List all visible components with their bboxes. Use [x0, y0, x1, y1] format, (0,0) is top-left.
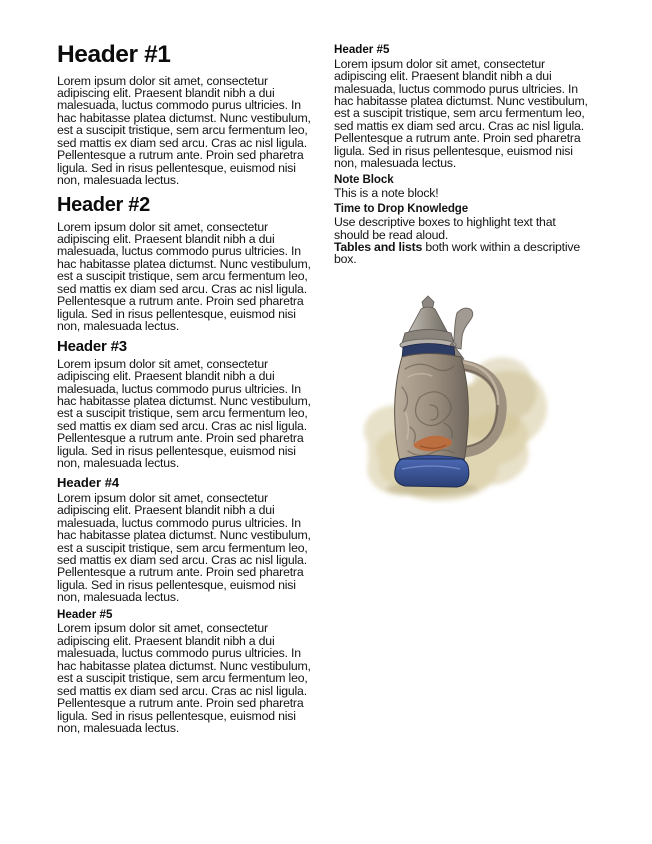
stein-thumblift	[453, 308, 473, 349]
note-block-label: Note Block	[334, 172, 394, 186]
knowledge-text: Use descriptive boxes to highlight text that should be read aloud.	[334, 215, 556, 242]
section-header-4: Header #4	[57, 474, 120, 490]
section-header-3: Header #3	[57, 337, 127, 355]
body-paragraph-3: Lorem ipsum dolor sit amet, consectetur adipiscing elit. Praesent blandit nibh a dui malesuada, luctus commodo purus ultricies. In hac habitasse platea dictumst. Nunc vestibulum, est a suscipit tristique, sem arcu fermentum leo, sed mattis ex diam sed arcu. Cras ac nisl ligula. Pellentesque a rutrum ante. Proin sed pharetra ligula. Sed in risus pellentesque, euismod nisi non, malesuada lectus.	[57, 356, 311, 471]
note-block-text: This is a note block!	[334, 185, 439, 200]
stein-base	[395, 459, 469, 487]
tables-and-lists-bold: Tables and lists	[334, 240, 423, 255]
body-paragraph-6: Lorem ipsum dolor sit amet, consectetur adipiscing elit. Praesent blandit nibh a dui malesuada, luctus commodo purus ultricies. In hac habitasse platea dictumst. Nunc vestibulum, est a suscipit tristique, sem arcu fermentum leo, sed mattis ex diam sed arcu. Cras ac nisl ligula. Pellentesque a rutrum ante. Proin sed pharetra ligula. Sed in risus pellentesque, euismod nisi non, malesuada lectus.	[334, 56, 588, 171]
body-paragraph-4: Lorem ipsum dolor sit amet, consectetur adipiscing elit. Praesent blandit nibh a dui malesuada, luctus commodo purus ultricies. In hac habitasse platea dictumst. Nunc vestibulum, est a suscipit tristique, sem arcu fermentum leo, sed mattis ex diam sed arcu. Cras ac nisl ligula. Pellentesque a rutrum ante. Proin sed pharetra ligula. Sed in risus pellentesque, euismod nisi non, malesuada lectus.	[57, 490, 311, 605]
beer-stein-image	[350, 293, 554, 511]
body-paragraph-2: Lorem ipsum dolor sit amet, consectetur adipiscing elit. Praesent blandit nibh a dui malesuada, luctus commodo purus ultricies. In hac habitasse platea dictumst. Nunc vestibulum, est a suscipit tristique, sem arcu fermentum leo, sed mattis ex diam sed arcu. Cras ac nisl ligula. Pellentesque a rutrum ante. Proin sed pharetra ligula. Sed in risus pellentesque, euismod nisi non, malesuada lectus.	[57, 219, 311, 334]
knowledge-label: Time to Drop Knowledge	[334, 202, 469, 216]
section-header-2: Header #2	[57, 193, 150, 216]
body-paragraph-1: Lorem ipsum dolor sit amet, consectetur adipiscing elit. Praesent blandit nibh a dui malesuada, luctus commodo purus ultricies. In hac habitasse platea dictumst. Nunc vestibulum, est a suscipit tristique, sem arcu fermentum leo, sed mattis ex diam sed arcu. Cras ac nisl ligula. Pellentesque a rutrum ante. Proin sed pharetra ligula. Sed in risus pellentesque, euismod nisi non, malesuada lectus.	[57, 73, 311, 188]
section-header-5: Header #5	[57, 607, 113, 621]
column-left	[57, 43, 311, 734]
tables-and-lists-rest: both work within a descriptive box.	[334, 240, 580, 267]
body-paragraph-5: Lorem ipsum dolor sit amet, consectetur adipiscing elit. Praesent blandit nibh a dui malesuada, luctus commodo purus ultricies. In hac habitasse platea dictumst. Nunc vestibulum, est a suscipit tristique, sem arcu fermentum leo, sed mattis ex diam sed arcu. Cras ac nisl ligula. Pellentesque a rutrum ante. Proin sed pharetra ligula. Sed in risus pellentesque, euismod nisi non, malesuada lectus.	[57, 621, 311, 736]
beer-stein-svg	[350, 293, 554, 511]
tables-and-lists-line	[334, 241, 592, 266]
section-header-5-right: Header #5	[334, 43, 390, 56]
column-right	[334, 43, 592, 266]
section-header-1: Header #1	[57, 41, 171, 68]
